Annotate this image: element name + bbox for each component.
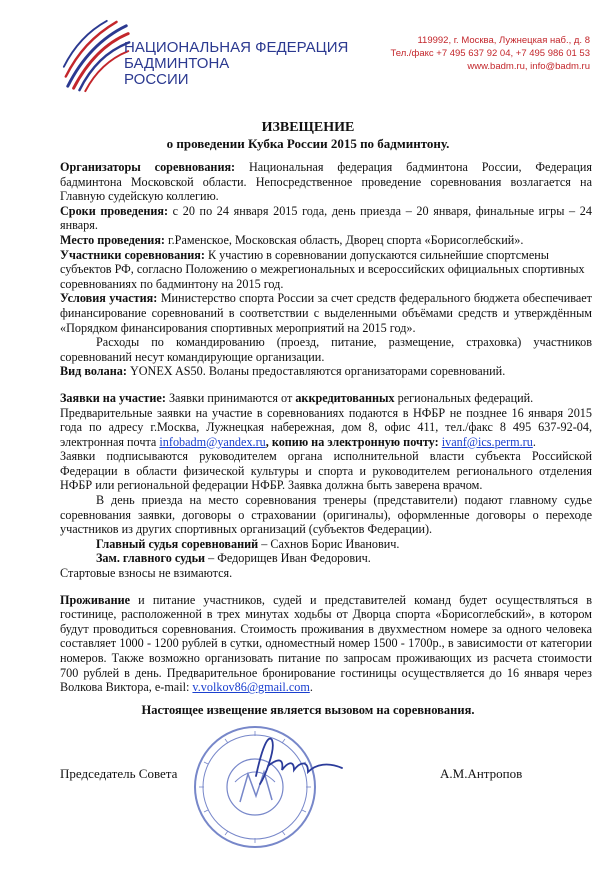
fees-paragraph: Стартовые взносы не взимаются. — [60, 566, 233, 581]
copy-label: , копию на электронную почту: — [265, 434, 439, 449]
chief-judge-name: – Сахнов Борис Иванович. — [258, 536, 400, 551]
applications-text-2: региональных федераций. — [394, 390, 534, 405]
dates-label: Сроки проведения: — [60, 203, 169, 218]
letterhead — [0, 0, 616, 110]
email-link-ivanf[interactable]: ivanf@ics.perm.ru — [441, 434, 533, 449]
participants-paragraph — [60, 248, 592, 292]
deputy-judge-label: Зам. главного судьи — [96, 551, 206, 566]
participants-label: Участники соревнования: — [60, 247, 205, 262]
venue-label: Место проведения: — [60, 232, 165, 247]
applications-paragraph — [60, 391, 592, 406]
chief-judge-label: Главный судья соревнований — [96, 536, 259, 551]
document-subtitle: о проведении Кубка России 2015 по бадминтону. — [166, 136, 450, 151]
document-title: ИЗВЕЩЕНИЕ — [261, 120, 355, 135]
applications-label: Заявки на участие: — [60, 390, 166, 405]
email-link-volkov[interactable]: v.volkov86@gmail.com — [192, 680, 310, 695]
contact-block — [390, 34, 590, 73]
web-contacts: www.badm.ru, info@badm.ru — [467, 61, 590, 72]
prelim-text: Предварительные заявки на участие в соревнованиях подаются в НФБР не позднее 16 января 2015 года по адресу г.Москва, Лужнецкая набережная, дом 8, офис 411, тел./факс 8 495 637-92-04, электронная почта — [60, 405, 592, 449]
conditions-paragraph — [60, 291, 592, 335]
email-link-infobadm[interactable]: infobadm@yandex.ru — [159, 434, 266, 449]
org-line-3: РОССИИ — [124, 71, 189, 88]
document-body — [60, 160, 592, 695]
accommodation-dot: . — [309, 680, 313, 695]
accommodation-paragraph — [60, 593, 592, 695]
arrival-paragraph: В день приезда на место соревнования тренеры (представители) подают главному судье соревнования заявки, договоры о страховании (оригиналы), оформленные договоры о переходе участников из других спортивных организаций (субъектов Федерации). — [60, 493, 592, 537]
participants-text: К участию в соревновании допускаются сильнейшие спортсмены субъектов РФ, согласно Положению о межрегиональных и всероссийских официальных спортивных соревнованиях по бадминтону на 2015 год. — [60, 247, 585, 291]
shuttle-text: YONEX AS50. Воланы предоставляются организаторами соревнований. — [126, 364, 506, 379]
handwritten-signature-icon — [238, 728, 368, 798]
deputy-judge-name: – Федорищев Иван Федорович. — [205, 551, 371, 566]
venue-text: г.Раменское, Московская область, Дворец спорта «Борисоглебский». — [164, 232, 524, 247]
accommodation-label: Проживание — [60, 592, 131, 607]
venue-paragraph — [60, 233, 592, 248]
shuttle-paragraph — [60, 364, 592, 379]
org-line-1: НАЦИОНАЛЬНАЯ ФЕДЕРАЦИЯ — [124, 39, 349, 56]
accommodation-text: и питание участников, судей и представителей команд будет осуществляться в гостинице, расположенной в трех минутах ходьбы от Дворца спорта «Борисоглебский», в котором будут проводиться соревнования. Стоимость проживания в двухместном номере за одного человека составляет 1000 - 1200 рублей в сутки, одноместный номер 1500 - 1700р., в зависимости от категории номеров. Также возможно организовать питание по запросам проживающих из расчета стоимости 700 рублей в день. Предварительное бронирование гостиницы осуществляется до 16 января через Волкова Виктора, e-mail: — [60, 592, 592, 695]
conditions-text: Министерство спорта России за счет средств федерального бюджета обеспечивает финансирование соревнований в соответствии с выделенными объёмами средств и утверждённым «Порядком финансирования спортивных мероприятий на 2015 год». — [60, 291, 592, 335]
accredited-word: аккредитованных — [295, 390, 395, 405]
org-line-2: БАДМИНТОНА — [124, 55, 230, 72]
chief-judge-line — [60, 537, 592, 552]
prelim-dot: . — [532, 434, 536, 449]
dates-paragraph — [60, 204, 592, 233]
call-statement: Настоящее извещение является вызовом на соревнования. — [141, 703, 475, 717]
phone: Тел./факс +7 495 637 92 04, +7 495 986 01 53 — [390, 48, 590, 59]
shuttle-label: Вид волана: — [60, 364, 127, 379]
signatory-position: Председатель Совета — [60, 766, 178, 781]
organizers-paragraph — [60, 160, 592, 204]
expenses-paragraph: Расходы по командированию (проезд, питание, размещение, страховка) участников соревнований несут командирующие организации. — [60, 335, 592, 364]
conditions-label: Условия участия: — [60, 291, 158, 306]
organizers-text: Национальная федерация бадминтона России, Федерация бадминтона Московской области. Непосредственное проведение соревнования возлагается на Главную судейскую коллегию. — [60, 160, 592, 204]
applications-text-1: Заявки принимаются от — [165, 390, 296, 405]
deputy-judge-line — [60, 551, 592, 566]
address: 119992, г. Москва, Лужнецкая наб., д. 8 — [417, 35, 590, 46]
organizers-label: Организаторы соревнования: — [60, 160, 236, 174]
signatory-name: А.М.Антропов — [440, 766, 523, 781]
signed-paragraph: Заявки подписываются руководителем органа исполнительной власти субъекта Российской Федерации в области физической культуры и спорта и руководителем регионального отделения НФБР или региональной федерации НФБР. Заявка должна быть заверена врачом. — [60, 449, 592, 493]
prelim-paragraph — [60, 406, 592, 450]
federation-name — [124, 40, 348, 88]
dates-text: с 20 по 24 января 2015 года, день приезда – 20 января, финальные игры – 24 января. — [60, 203, 592, 233]
